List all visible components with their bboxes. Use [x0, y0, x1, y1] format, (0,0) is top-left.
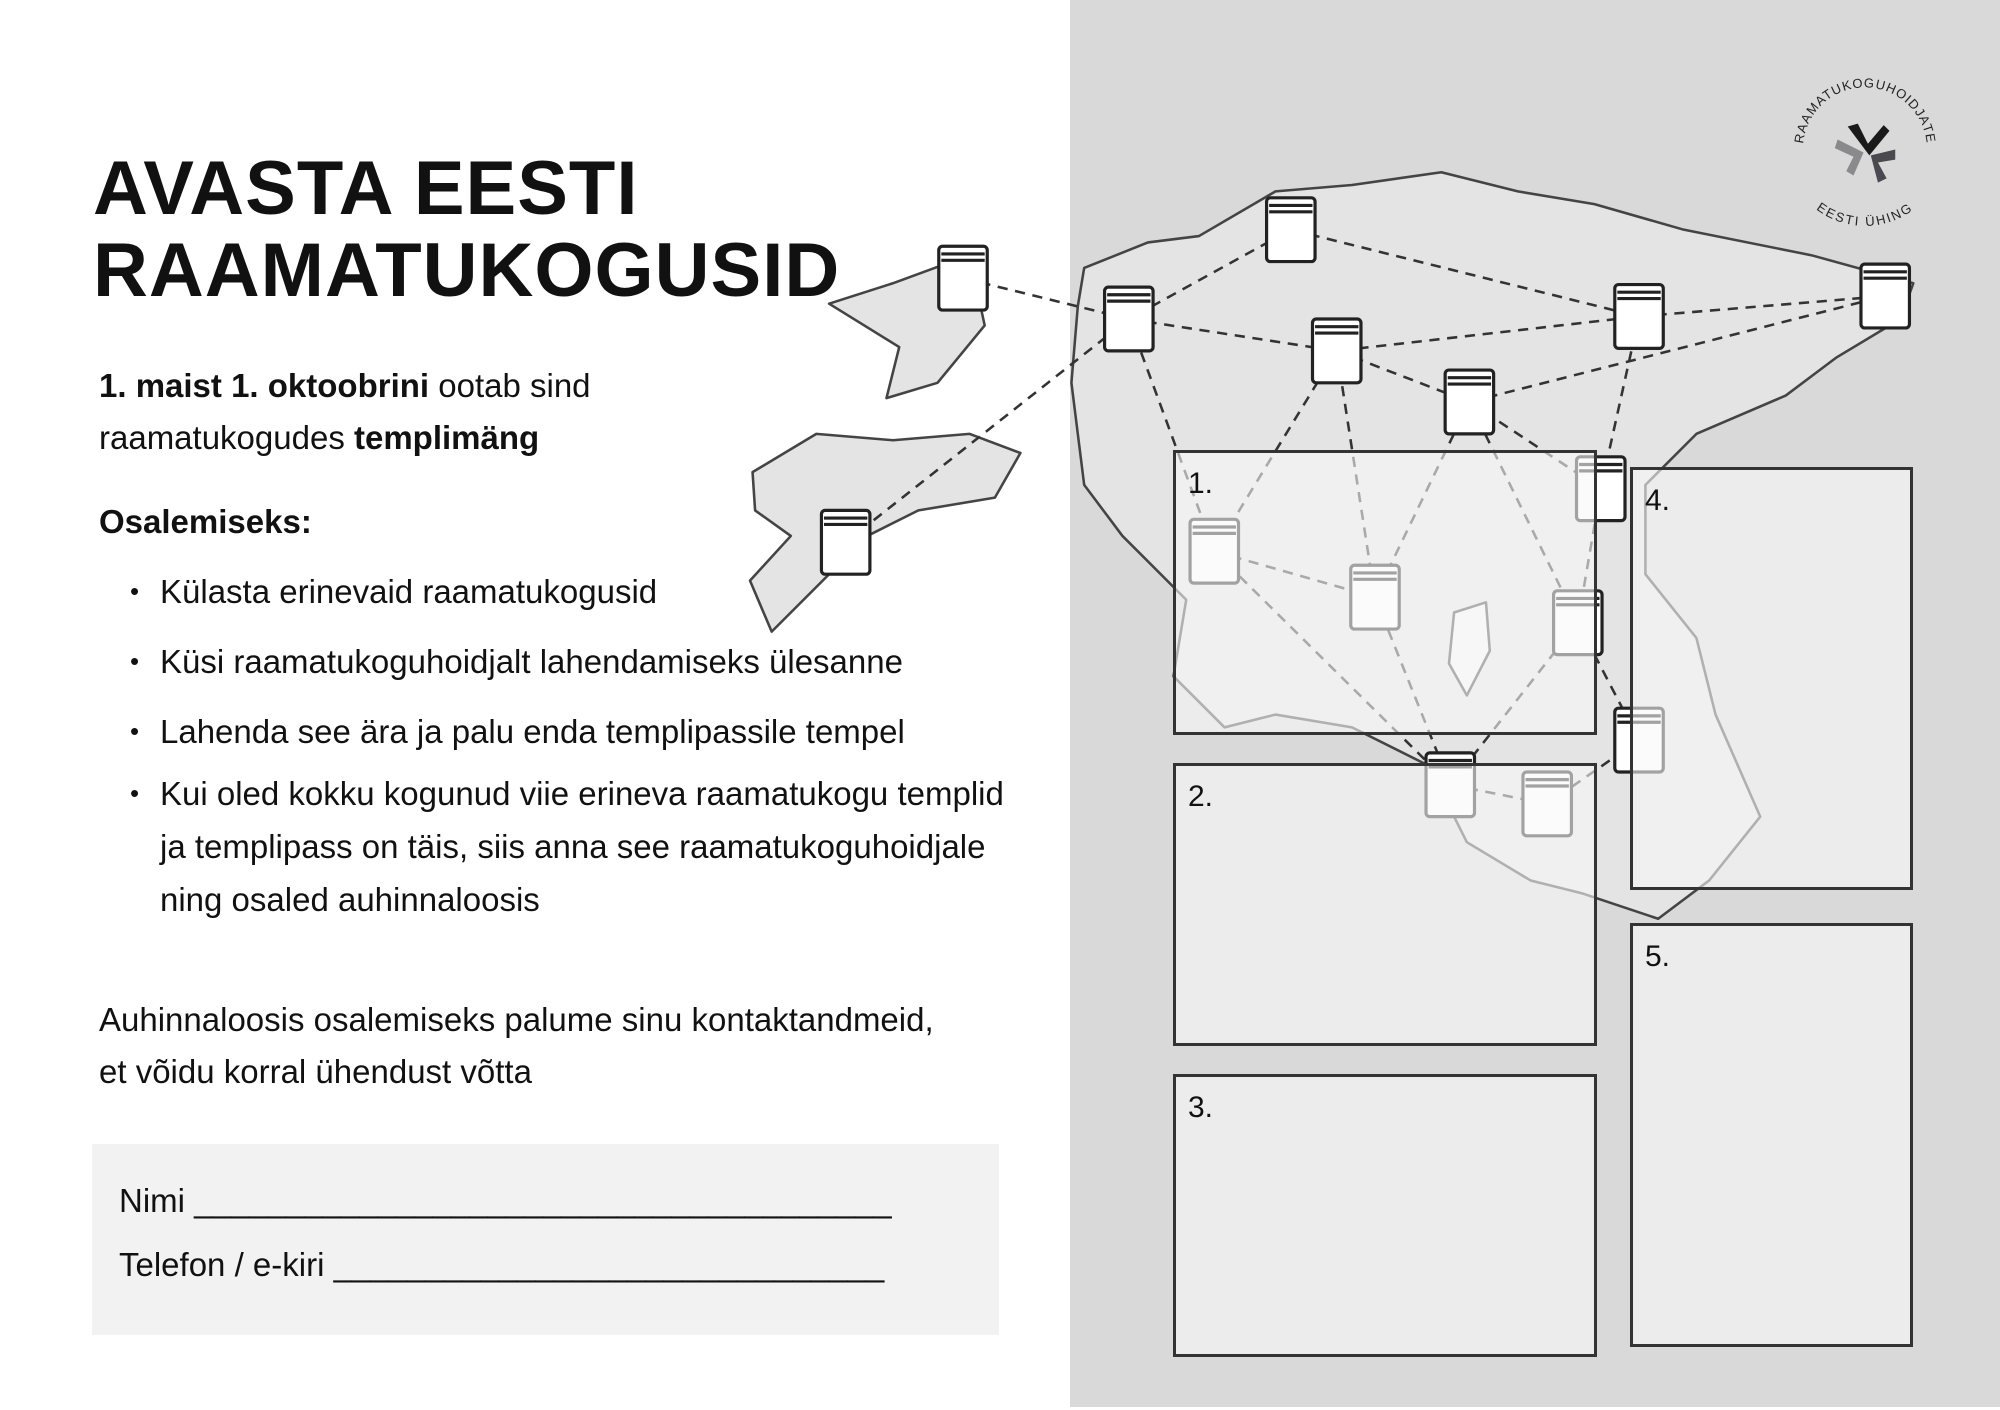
contact-note-2: et võidu korral ühendust võtta [99, 1053, 532, 1090]
logo-star-icon [1835, 124, 1895, 183]
stamp-box-5[interactable] [1630, 923, 1913, 1347]
participate-label: Osalemiseks: [99, 503, 312, 540]
stamp-box-3[interactable] [1173, 1074, 1597, 1357]
library-book-icon [1105, 287, 1153, 351]
step-item: • Külasta erinevaid raamatukogusid [130, 565, 1010, 618]
step-item: • Kui oled kokku kogunud viie erineva raamatukogu templid ja templipass on täis, siis anna see raamatukoguhoidjale ning osaled auhinnaloosis [130, 767, 1010, 926]
library-book-icon [1615, 285, 1663, 349]
stamp-box-number: 2. [1188, 780, 1214, 813]
stamp-box-1[interactable] [1173, 450, 1597, 735]
page-title [93, 148, 840, 312]
step-item: • Lahenda see ära ja palu enda templipassile tempel [130, 705, 1010, 758]
intro-dates: 1. maist 1. oktoobrini [99, 367, 430, 404]
contact-note [99, 994, 934, 1098]
steps-list [130, 565, 1010, 943]
stamp-box-number: 3. [1188, 1091, 1214, 1124]
library-book-icon [1267, 198, 1315, 262]
name-field[interactable]: Nimi ______________________________________ [119, 1182, 892, 1219]
stamp-box-number: 4. [1645, 484, 1671, 517]
contact-form [92, 1144, 999, 1335]
stamp-box-number: 5. [1645, 940, 1671, 973]
intro-game: templimäng [354, 419, 540, 456]
svg-text:RAAMATUKOGUHOIDJATE: RAAMATUKOGUHOIDJATE [1791, 75, 1939, 145]
library-book-icon [1861, 264, 1909, 328]
contact-field[interactable]: Telefon / e-kiri ______________________________ [119, 1246, 885, 1283]
library-book-icon [1313, 319, 1361, 383]
intro-text-2: raamatukogudes [99, 419, 354, 456]
stamp-box-4[interactable] [1630, 467, 1913, 890]
intro-text [99, 360, 591, 464]
step-item: • Küsi raamatukoguhoidjalt lahendamiseks ülesanne [130, 635, 1010, 688]
contact-note-1: Auhinnaloosis osalemiseks palume sinu kontaktandmeid, [99, 1001, 934, 1038]
association-logo [1783, 65, 1947, 229]
title-line-1: AVASTA EESTI [93, 146, 639, 231]
stamp-box-2[interactable] [1173, 763, 1597, 1046]
title-line-2: RAAMATUKOGUSID [93, 228, 841, 313]
intro-text-1: ootab sind [429, 367, 591, 404]
stamp-box-number: 1. [1188, 467, 1214, 500]
library-book-icon [939, 246, 987, 310]
library-book-icon [1445, 370, 1493, 434]
svg-text:EESTI ÜHING: EESTI ÜHING [1814, 199, 1916, 230]
